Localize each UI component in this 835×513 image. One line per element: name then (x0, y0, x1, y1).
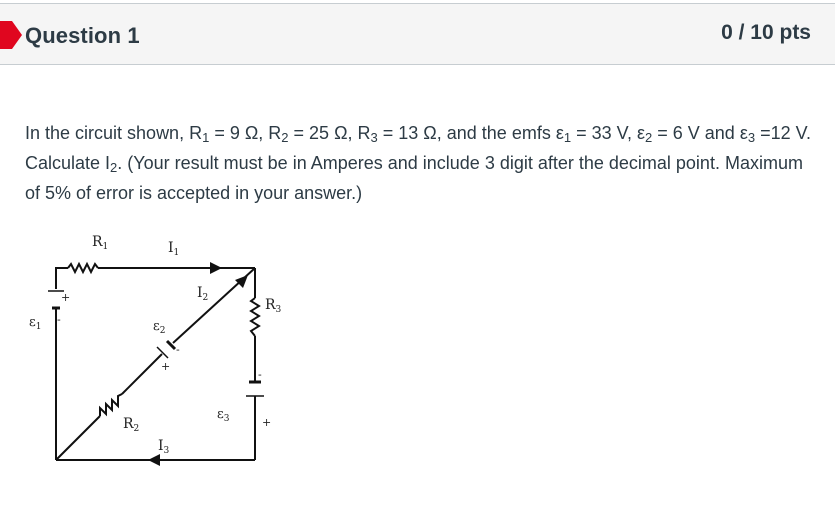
resistor-r3 (251, 298, 259, 336)
arrow-i1-icon (210, 262, 222, 274)
arrow-i3-icon (148, 454, 160, 466)
label-i3: $I_3$ (158, 438, 170, 456)
label-r1: $R_1$ (92, 234, 109, 252)
e3-plus: + (262, 416, 272, 429)
e1-plus: + (61, 291, 71, 304)
label-e1: $\varepsilon_1$ (29, 315, 42, 332)
e2-plus: + (161, 360, 171, 373)
label-r2: $R_2$ (123, 416, 140, 434)
resistor-r1 (68, 264, 98, 272)
e3-minus: - (258, 368, 262, 381)
label-e2: $\varepsilon_2$ (153, 319, 166, 336)
question-header (0, 3, 835, 65)
arrow-i2-icon (235, 275, 248, 288)
e1-minus: - (57, 313, 61, 326)
battery-e3 (246, 382, 264, 396)
question-points: 0 / 10 pts (721, 21, 811, 44)
question-text: In the circuit shown, $R_1 = 9$ Ω, $R_2 = 25$ Ω, $R_3 = 13$ Ω, and the emfs $\varepsilon_1 = 33$ V, $\varepsilon_2 = 6$ V and $\varepsilon_3 =12$ V. Calculate $I_2$. (Your result must be in Amperes and include 3 digit after the decimal point. Maximum of 5% of error is accepted in your answer.) (25, 123, 811, 203)
label-i2: $I_2$ (197, 285, 209, 303)
e2-minus: - (176, 343, 180, 356)
resistor-r2 (100, 394, 122, 416)
question-flag-icon[interactable] (0, 21, 22, 49)
label-r3: $R_3$ (265, 297, 282, 315)
circuit-wires (56, 264, 259, 460)
circuit-diagram (29, 228, 290, 464)
label-i1: $I_1$ (168, 240, 180, 258)
question-title: Question 1 (25, 23, 140, 48)
label-e3: $\varepsilon_3$ (217, 407, 230, 424)
